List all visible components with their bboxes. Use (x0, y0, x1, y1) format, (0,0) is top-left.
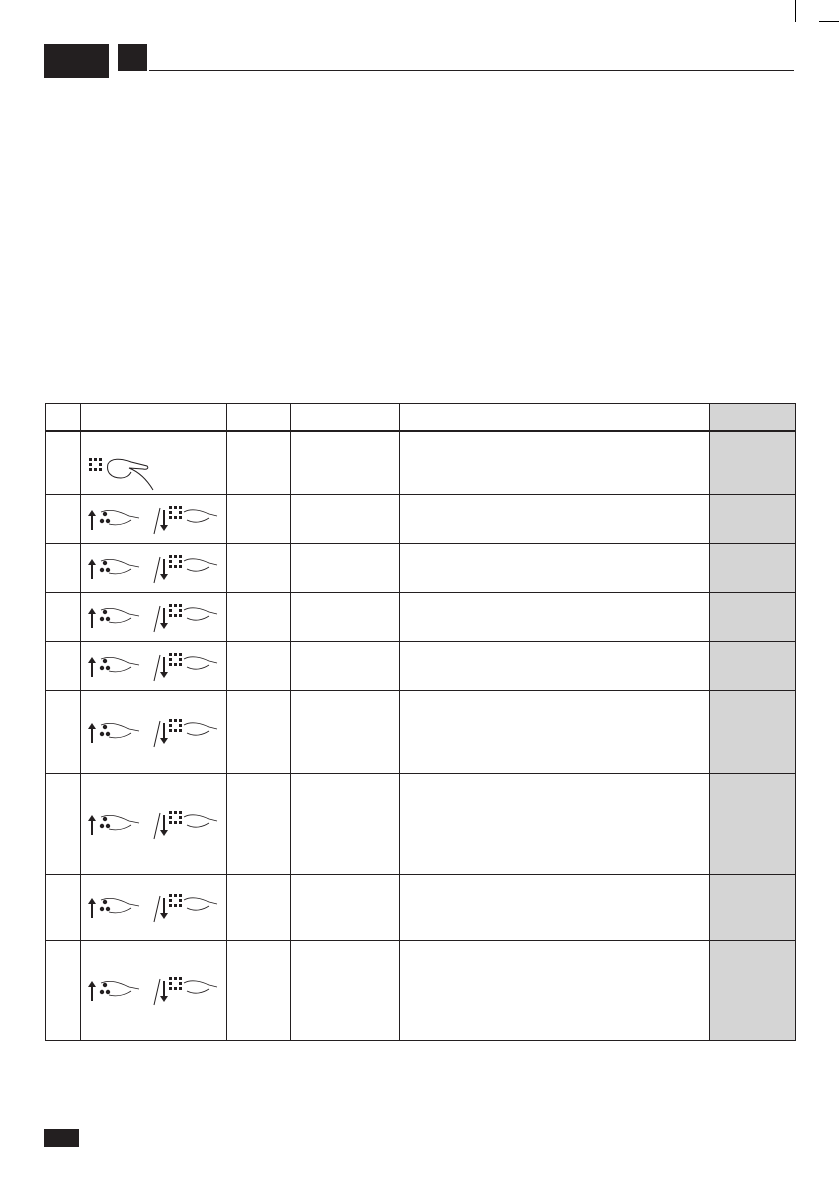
operation-cell (81, 773, 227, 874)
value-cell (227, 773, 291, 874)
setting-cell (291, 543, 400, 592)
description-cell (400, 641, 710, 690)
col-header-step (46, 404, 81, 431)
operation-cell (81, 940, 227, 1040)
grid-button-press-icon (81, 432, 227, 494)
description-cell (400, 690, 710, 773)
col-header-value (227, 404, 291, 431)
description-cell (400, 543, 710, 592)
description-cell (400, 940, 710, 1040)
step-cell (46, 592, 81, 641)
section-tab (44, 44, 109, 78)
setting-cell (291, 874, 400, 940)
note-cell (710, 543, 796, 592)
value-cell (227, 641, 291, 690)
value-cell (227, 690, 291, 773)
up-fan-slash-down-grid-icon (81, 973, 227, 1007)
up-fan-slash-down-grid-icon (81, 502, 227, 536)
description-cell (400, 494, 710, 543)
setting-cell (291, 773, 400, 874)
value-cell (227, 431, 291, 495)
step-cell (46, 773, 81, 874)
operation-cell (81, 431, 227, 495)
subsection-tab (118, 44, 147, 71)
operation-cell (81, 543, 227, 592)
operation-cell (81, 690, 227, 773)
setting-cell (291, 494, 400, 543)
col-header-note (710, 404, 796, 431)
step-cell (46, 494, 81, 543)
note-cell (710, 940, 796, 1040)
table-row (46, 641, 796, 690)
up-fan-slash-down-grid-icon (81, 649, 227, 683)
col-header-operation (81, 404, 227, 431)
setting-cell (291, 641, 400, 690)
setting-cell (291, 940, 400, 1040)
note-cell (710, 431, 796, 495)
crop-mark-top-right (795, 0, 796, 22)
operation-cell (81, 592, 227, 641)
description-cell (400, 431, 710, 495)
note-cell (710, 690, 796, 773)
step-cell (46, 431, 81, 495)
value-cell (227, 494, 291, 543)
up-fan-slash-down-grid-icon (81, 551, 227, 585)
step-cell (46, 940, 81, 1040)
setting-cell (291, 690, 400, 773)
operation-cell (81, 874, 227, 940)
description-cell (400, 874, 710, 940)
operation-cell (81, 494, 227, 543)
note-cell (710, 773, 796, 874)
table-header-row (46, 404, 796, 431)
note-cell (710, 874, 796, 940)
note-cell (710, 494, 796, 543)
table-row (46, 543, 796, 592)
note-cell (710, 641, 796, 690)
value-cell (227, 940, 291, 1040)
value-cell (227, 874, 291, 940)
step-cell (46, 690, 81, 773)
setting-cell (291, 431, 400, 495)
table-row (46, 431, 796, 495)
up-fan-slash-down-grid-icon (81, 600, 227, 634)
setting-cell (291, 592, 400, 641)
col-header-setting (291, 404, 400, 431)
table-row (46, 494, 796, 543)
crop-mark-right-edge (819, 21, 839, 22)
table-row (46, 874, 796, 940)
steps-table (45, 403, 796, 1041)
description-cell (400, 773, 710, 874)
value-cell (227, 543, 291, 592)
page-number-box (44, 1129, 79, 1147)
table-row (46, 592, 796, 641)
table-row (46, 690, 796, 773)
table-row (46, 773, 796, 874)
value-cell (227, 592, 291, 641)
description-cell (400, 592, 710, 641)
step-cell (46, 874, 81, 940)
step-cell (46, 641, 81, 690)
operation-cell (81, 641, 227, 690)
note-cell (710, 592, 796, 641)
up-fan-slash-down-grid-icon (81, 890, 227, 924)
col-header-description (400, 404, 710, 431)
table-row (46, 940, 796, 1040)
step-cell (46, 543, 81, 592)
up-fan-slash-down-grid-icon (81, 807, 227, 841)
up-fan-slash-down-grid-icon (81, 715, 227, 749)
header-rule (149, 70, 794, 71)
